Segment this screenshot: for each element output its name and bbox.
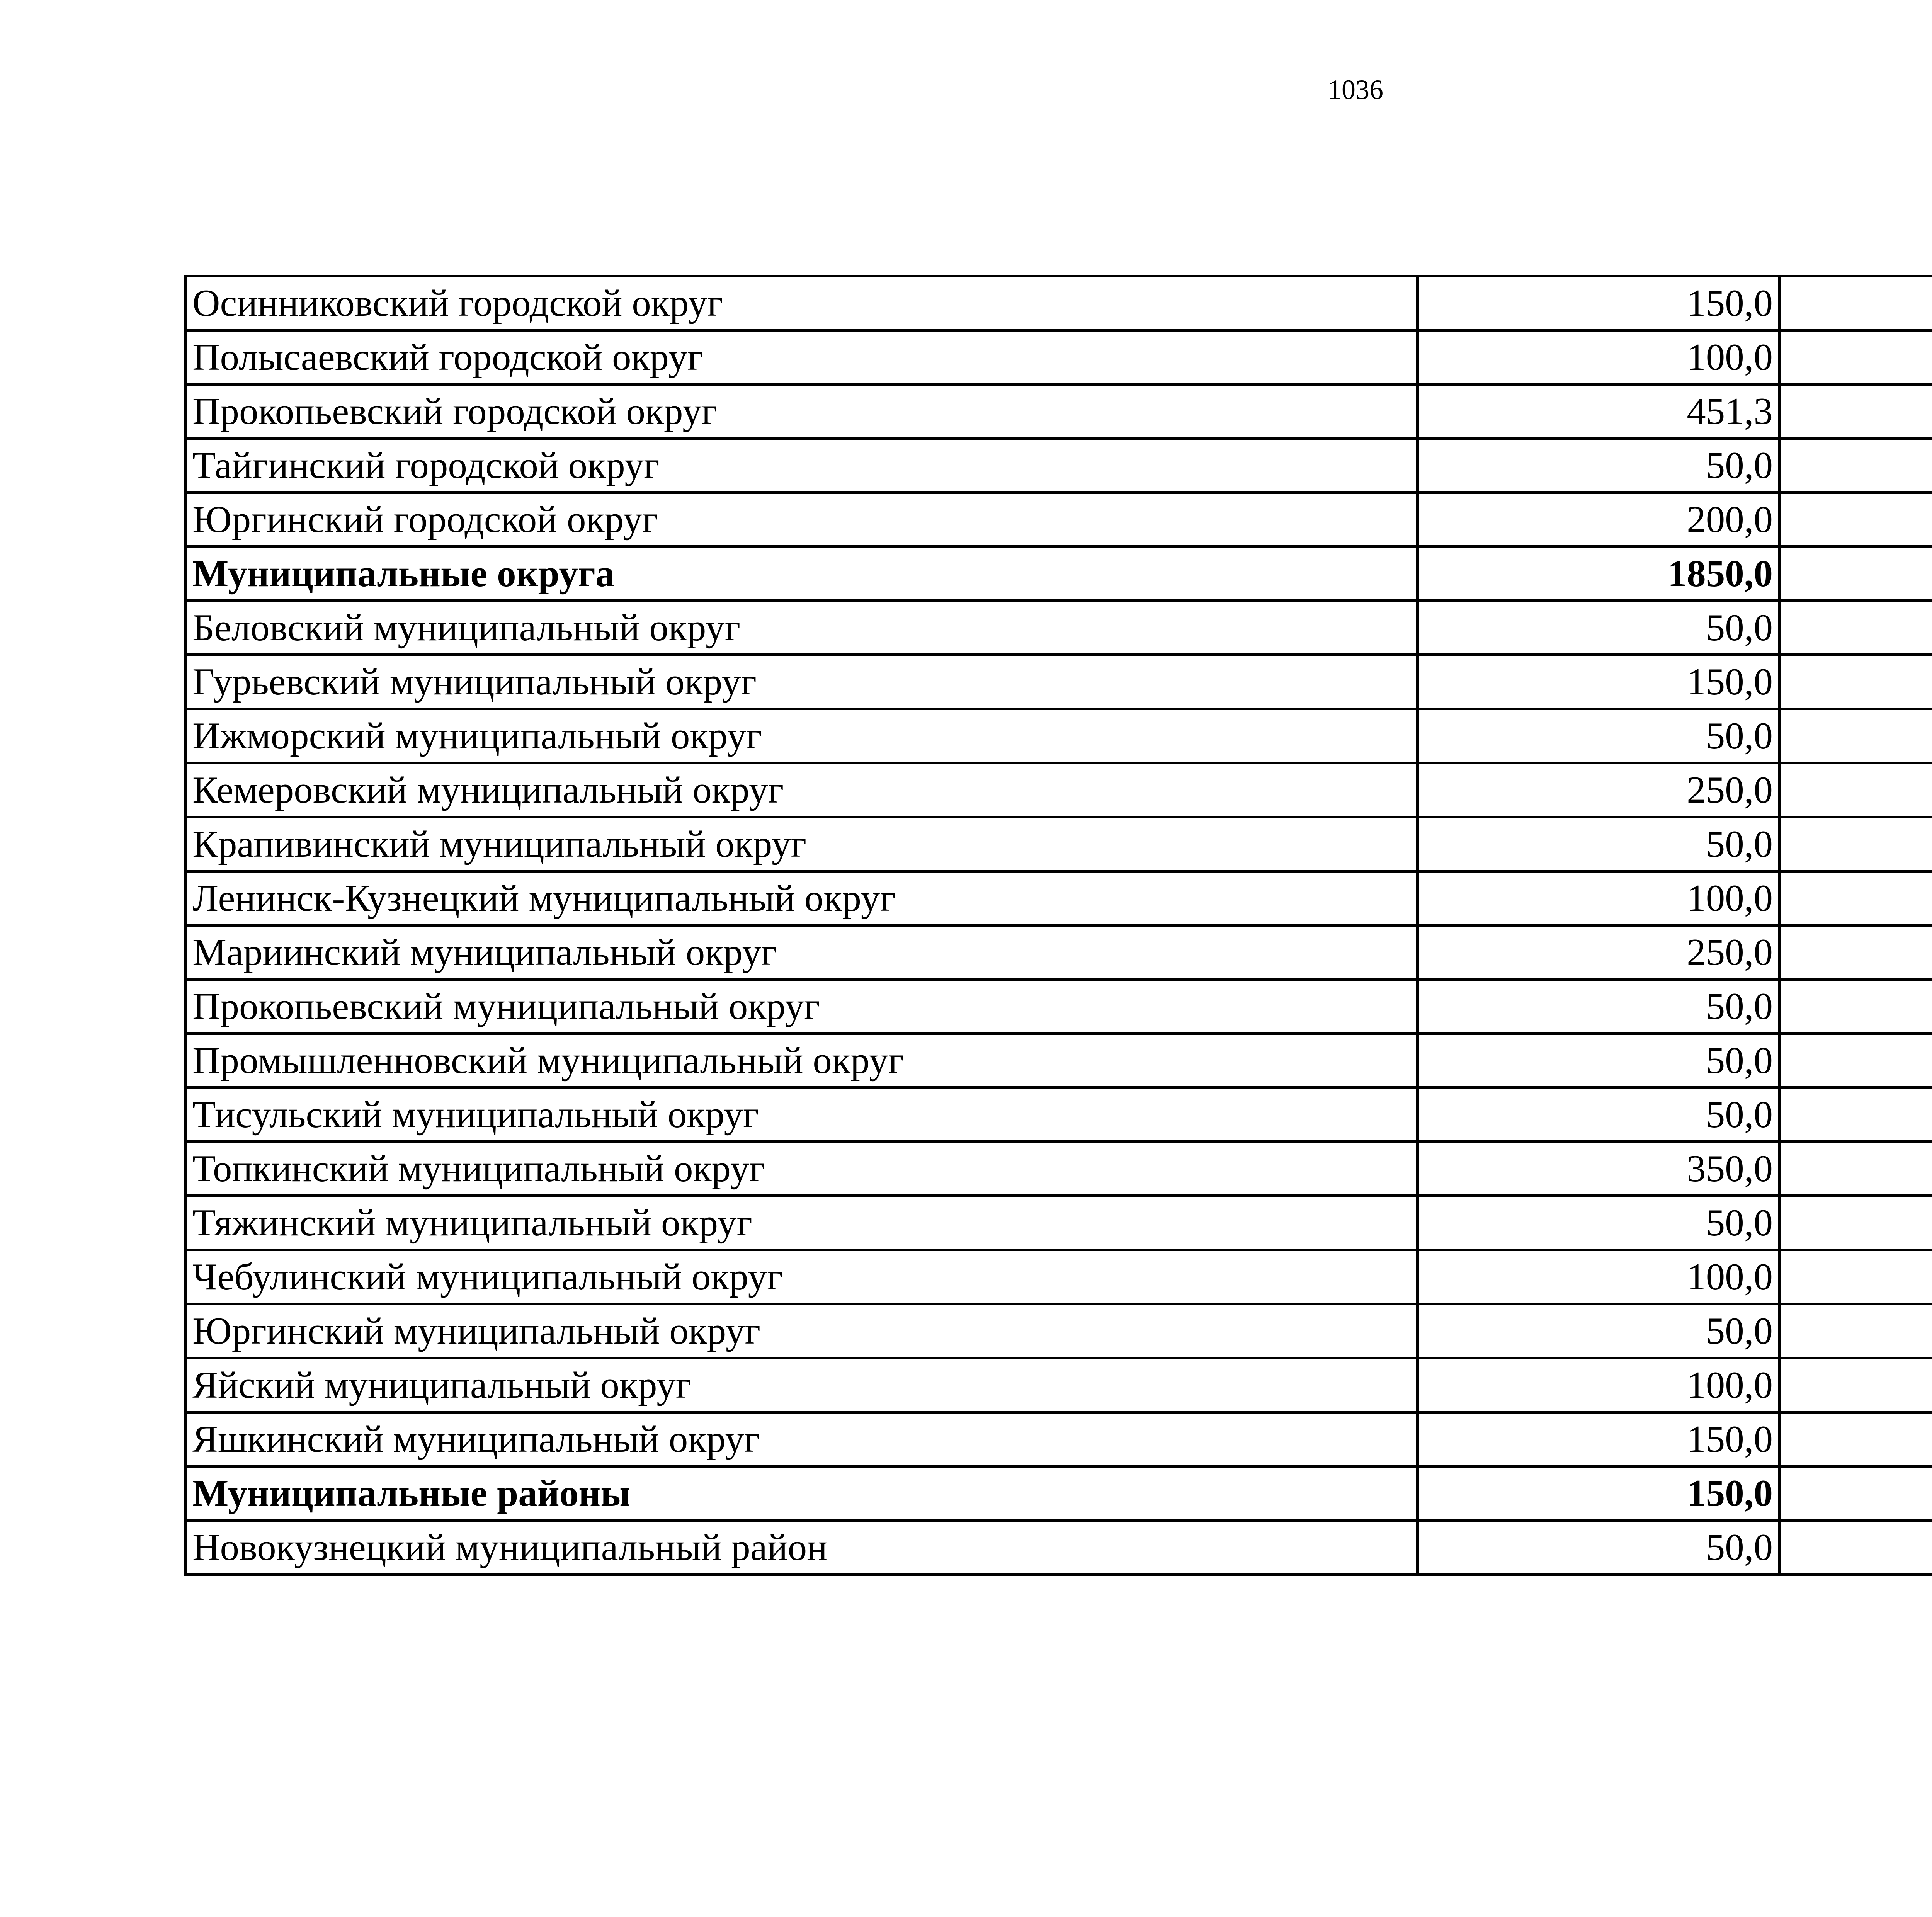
- row-value-2-cell: [1780, 439, 1932, 493]
- row-value-1-cell: 150,0: [1418, 1466, 1780, 1521]
- row-value-2-cell: [1780, 709, 1932, 763]
- table-row-subtotal: [186, 547, 1932, 601]
- row-value-1-cell: 100,0: [1418, 330, 1780, 384]
- row-value-2-cell: [1780, 871, 1932, 925]
- table-row: [186, 330, 1932, 384]
- table-row: [186, 655, 1932, 709]
- row-value-1-cell: 100,0: [1418, 1358, 1780, 1412]
- row-value-2-cell: [1780, 1358, 1932, 1412]
- row-value-1-cell: 50,0: [1418, 1088, 1780, 1142]
- row-value-1-cell: 150,0: [1418, 276, 1780, 330]
- table-row: [186, 1142, 1932, 1196]
- row-name-cell: Чебулинский муниципальный округ: [186, 1250, 1418, 1304]
- row-name-cell: Юргинский городской округ: [186, 493, 1418, 547]
- row-value-2-cell: [1780, 1466, 1932, 1521]
- table-row: [186, 276, 1932, 330]
- row-value-1-cell: 150,0: [1418, 1412, 1780, 1466]
- row-value-1-cell: 150,0: [1418, 655, 1780, 709]
- row-value-2-cell: [1780, 1304, 1932, 1358]
- budget-table: [184, 275, 1932, 1576]
- row-name-cell: Яйский муниципальный округ: [186, 1358, 1418, 1412]
- row-name-cell: Крапивинский муниципальный округ: [186, 817, 1418, 871]
- row-name-cell: Яшкинский муниципальный округ: [186, 1412, 1418, 1466]
- row-name-cell: Юргинский муниципальный округ: [186, 1304, 1418, 1358]
- table-row: [186, 871, 1932, 925]
- table-row: [186, 925, 1932, 980]
- row-value-2-cell: [1780, 601, 1932, 655]
- table-row: [186, 384, 1932, 439]
- row-value-2-cell: [1780, 493, 1932, 547]
- row-name-cell: Тайгинский городской округ: [186, 439, 1418, 493]
- table-row: [186, 1358, 1932, 1412]
- table-row: [186, 1196, 1932, 1250]
- row-value-2-cell: [1780, 1088, 1932, 1142]
- row-name-cell: Тяжинский муниципальный округ: [186, 1196, 1418, 1250]
- row-name-cell: Новокузнецкий муниципальный район: [186, 1521, 1418, 1575]
- row-value-2-cell: [1780, 980, 1932, 1034]
- table-row: [186, 601, 1932, 655]
- row-value-1-cell: 100,0: [1418, 1250, 1780, 1304]
- row-value-1-cell: 200,0: [1418, 493, 1780, 547]
- row-value-2-cell: [1780, 276, 1932, 330]
- row-value-1-cell: 50,0: [1418, 1304, 1780, 1358]
- row-value-2-cell: [1780, 547, 1932, 601]
- row-value-2-cell: [1780, 1034, 1932, 1088]
- row-name-cell: Промышленновский муниципальный округ: [186, 1034, 1418, 1088]
- row-value-2-cell: [1780, 1196, 1932, 1250]
- row-value-2-cell: [1780, 655, 1932, 709]
- row-value-2-cell: [1780, 330, 1932, 384]
- row-value-1-cell: 350,0: [1418, 1142, 1780, 1196]
- row-name-cell: Гурьевский муниципальный округ: [186, 655, 1418, 709]
- row-value-1-cell: 50,0: [1418, 439, 1780, 493]
- table-row: [186, 763, 1932, 817]
- table-row: [186, 1412, 1932, 1466]
- table-row: [186, 439, 1932, 493]
- page-number: 1036: [1328, 74, 1383, 105]
- row-name-cell: Полысаевский городской округ: [186, 330, 1418, 384]
- row-name-cell: Топкинский муниципальный округ: [186, 1142, 1418, 1196]
- row-name-cell: Беловский муниципальный округ: [186, 601, 1418, 655]
- row-value-1-cell: 250,0: [1418, 763, 1780, 817]
- row-value-2-cell: [1780, 1250, 1932, 1304]
- row-name-cell: Мариинский муниципальный округ: [186, 925, 1418, 980]
- row-value-1-cell: 50,0: [1418, 980, 1780, 1034]
- row-value-2-cell: [1780, 925, 1932, 980]
- row-name-cell: Муниципальные районы: [186, 1466, 1418, 1521]
- table-row: [186, 1088, 1932, 1142]
- row-value-1-cell: 50,0: [1418, 1196, 1780, 1250]
- table-row: [186, 1521, 1932, 1575]
- row-value-2-cell: [1780, 1142, 1932, 1196]
- row-value-1-cell: 100,0: [1418, 871, 1780, 925]
- table-row: [186, 817, 1932, 871]
- row-value-1-cell: 50,0: [1418, 817, 1780, 871]
- row-value-2-cell: [1780, 384, 1932, 439]
- table-row: [186, 980, 1932, 1034]
- row-name-cell: Ленинск-Кузнецкий муниципальный округ: [186, 871, 1418, 925]
- row-value-1-cell: 451,3: [1418, 384, 1780, 439]
- row-value-1-cell: 50,0: [1418, 1521, 1780, 1575]
- row-value-1-cell: 250,0: [1418, 925, 1780, 980]
- row-name-cell: Прокопьевский муниципальный округ: [186, 980, 1418, 1034]
- row-value-2-cell: [1780, 1412, 1932, 1466]
- row-name-cell: Прокопьевский городской округ: [186, 384, 1418, 439]
- table-row-subtotal: [186, 1466, 1932, 1521]
- row-name-cell: Тисульский муниципальный округ: [186, 1088, 1418, 1142]
- row-name-cell: Кемеровский муниципальный округ: [186, 763, 1418, 817]
- row-value-1-cell: 50,0: [1418, 1034, 1780, 1088]
- row-name-cell: Муниципальные округа: [186, 547, 1418, 601]
- table-row: [186, 1304, 1932, 1358]
- row-name-cell: Осинниковский городской округ: [186, 276, 1418, 330]
- table-row: [186, 1034, 1932, 1088]
- row-value-2-cell: [1780, 1521, 1932, 1575]
- table-body: [186, 276, 1932, 1575]
- row-value-2-cell: [1780, 817, 1932, 871]
- table-row: [186, 493, 1932, 547]
- table-row: [186, 709, 1932, 763]
- row-name-cell: Ижморский муниципальный округ: [186, 709, 1418, 763]
- row-value-1-cell: 1850,0: [1418, 547, 1780, 601]
- row-value-1-cell: 50,0: [1418, 709, 1780, 763]
- table-row: [186, 1250, 1932, 1304]
- row-value-2-cell: [1780, 763, 1932, 817]
- row-value-1-cell: 50,0: [1418, 601, 1780, 655]
